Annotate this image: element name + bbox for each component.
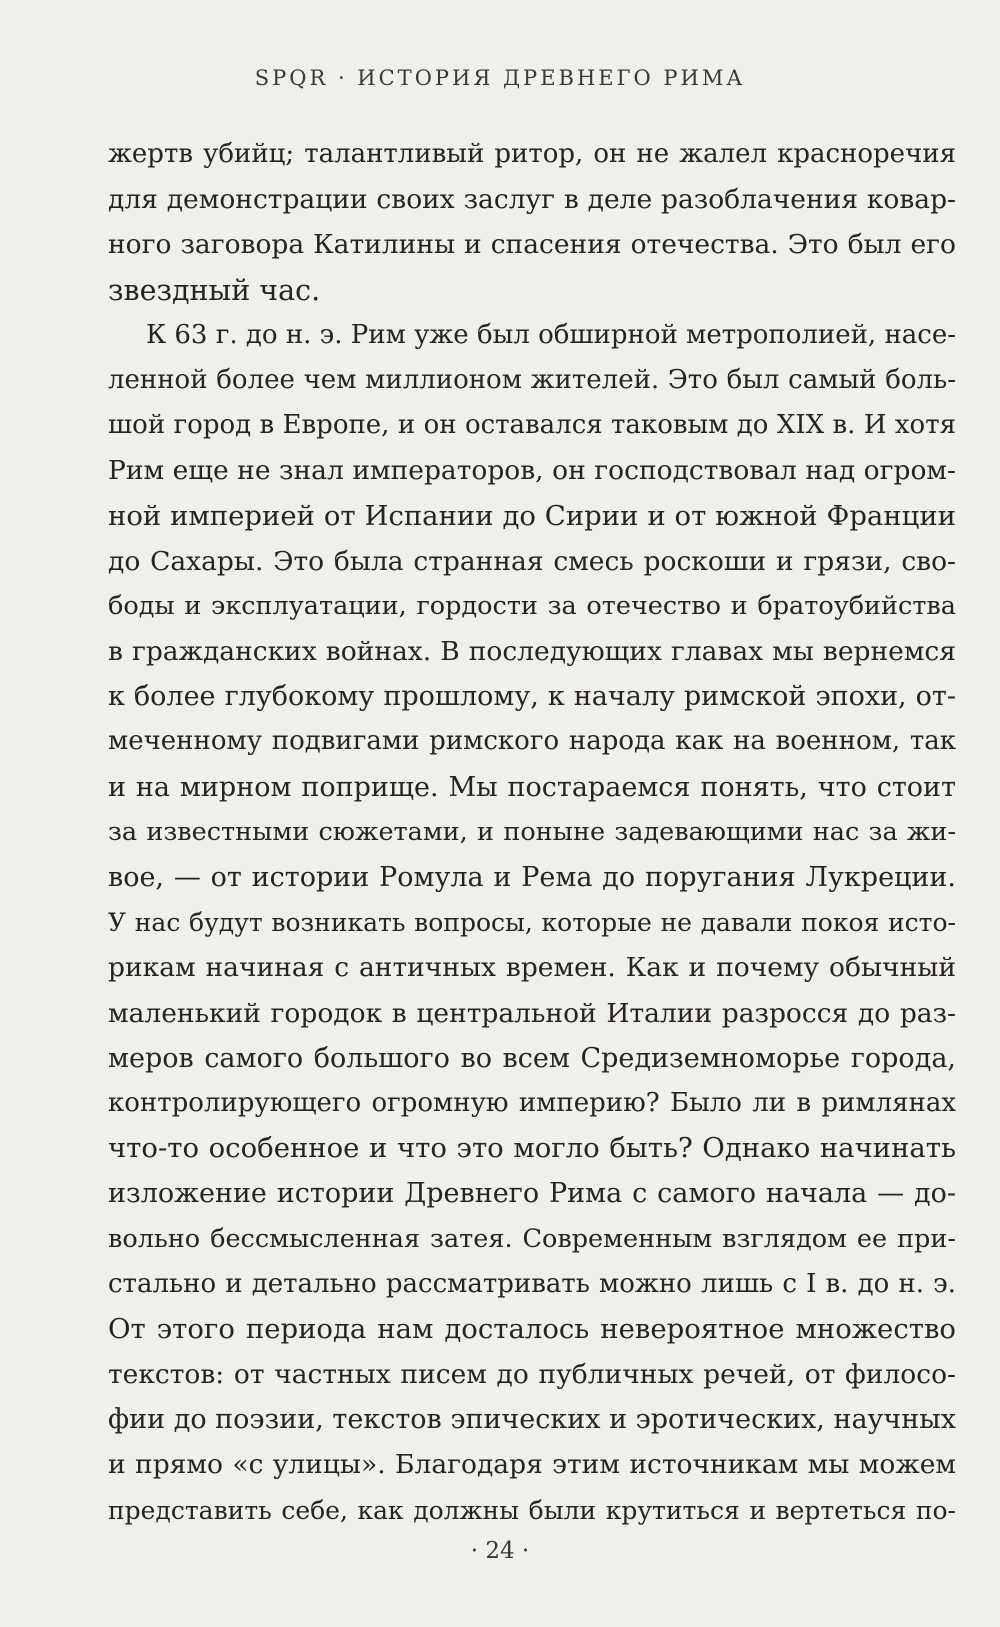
body-text (108, 132, 956, 1533)
text-line: представить себе, как должны были крутиться и вертеться по- (108, 1495, 956, 1525)
text-line: звездный час. (108, 273, 321, 307)
text-line: вое, — от истории Ромула и Рема до поругания Лукреции. (108, 862, 956, 893)
text-line: ленной более чем миллионом жителей. Это был самый боль- (108, 364, 956, 395)
text-line: шой город в Европе, и он оставался таковым до XIX в. И хотя (108, 410, 956, 441)
text-line: в гражданских войнах. В последующих главах мы вернемся (108, 636, 956, 668)
text-line: меченному подвигами римского народа как на военном, так (108, 726, 956, 757)
text-line: и на мирном поприще. Мы постараемся понять, что стоит (108, 771, 956, 803)
text-line: От этого периода нам досталось невероятное множество (108, 1312, 956, 1345)
text-line: боды и эксплуатации, гордости за отечество и братоубийства (108, 590, 956, 621)
text-line: фии до поэзии, текстов эпических и эротических, научных (108, 1404, 956, 1436)
text-line: до Сахары. Это была странная смесь роскоши и грязи, сво- (108, 545, 956, 577)
text-line: для демонстрации своих заслуг в деле разоблачения ковар- (108, 184, 956, 216)
text-line: и прямо «с улицы». Благодаря этим источникам мы можем (108, 1449, 956, 1481)
text-line: вольно бессмысленная затея. Современным взглядом ее при- (108, 1223, 956, 1254)
text-line: ного заговора Катилины и спасения отечества. Это был его (108, 229, 956, 261)
text-line: стально и детально рассматривать можно лишь с I в. до н. э. (108, 1268, 956, 1299)
text-line: контролирующего огромную империю? Было ли в римлянах (108, 1087, 956, 1118)
text-line: У нас будут возникать вопросы, которые не давали покоя исто- (108, 908, 956, 938)
paragraph-first-line: К 63 г. до н. э. Рим уже был обширной метрополией, насе- (146, 319, 956, 350)
text-line: за известными сюжетами, и поныне задевающими нас за жи- (108, 816, 956, 847)
running-head: SPQR · ИСТОРИЯ ДРЕВНЕГО РИМА (254, 66, 746, 90)
text-line: маленький городок в центральной Италии разросся до раз- (108, 997, 956, 1029)
text-line: что-то особенное и что это могло быть? Однако начинать (108, 1132, 956, 1165)
text-line: текстов: от частных писем до публичных речей, от филосо- (108, 1359, 956, 1391)
text-line: жертв убийц; талантливый ритор, он не жалел красноречия (108, 139, 956, 169)
text-line: к более глубокому прошлому, к началу римской эпохи, от- (108, 681, 956, 713)
text-line: рикам начиная с античных времен. Как и почему обычный (108, 952, 956, 984)
text-line: Рим еще не знал императоров, он господствовал над огром- (108, 455, 956, 487)
text-line: меров самого большого во всем Средиземноморье города, (108, 1042, 956, 1074)
text-line: изложение истории Древнего Рима с самого начала — до- (108, 1178, 956, 1210)
text-line: ной империей от Испании до Сирии и от южной Франции (108, 499, 956, 532)
page-number: · 24 · (470, 1538, 530, 1564)
